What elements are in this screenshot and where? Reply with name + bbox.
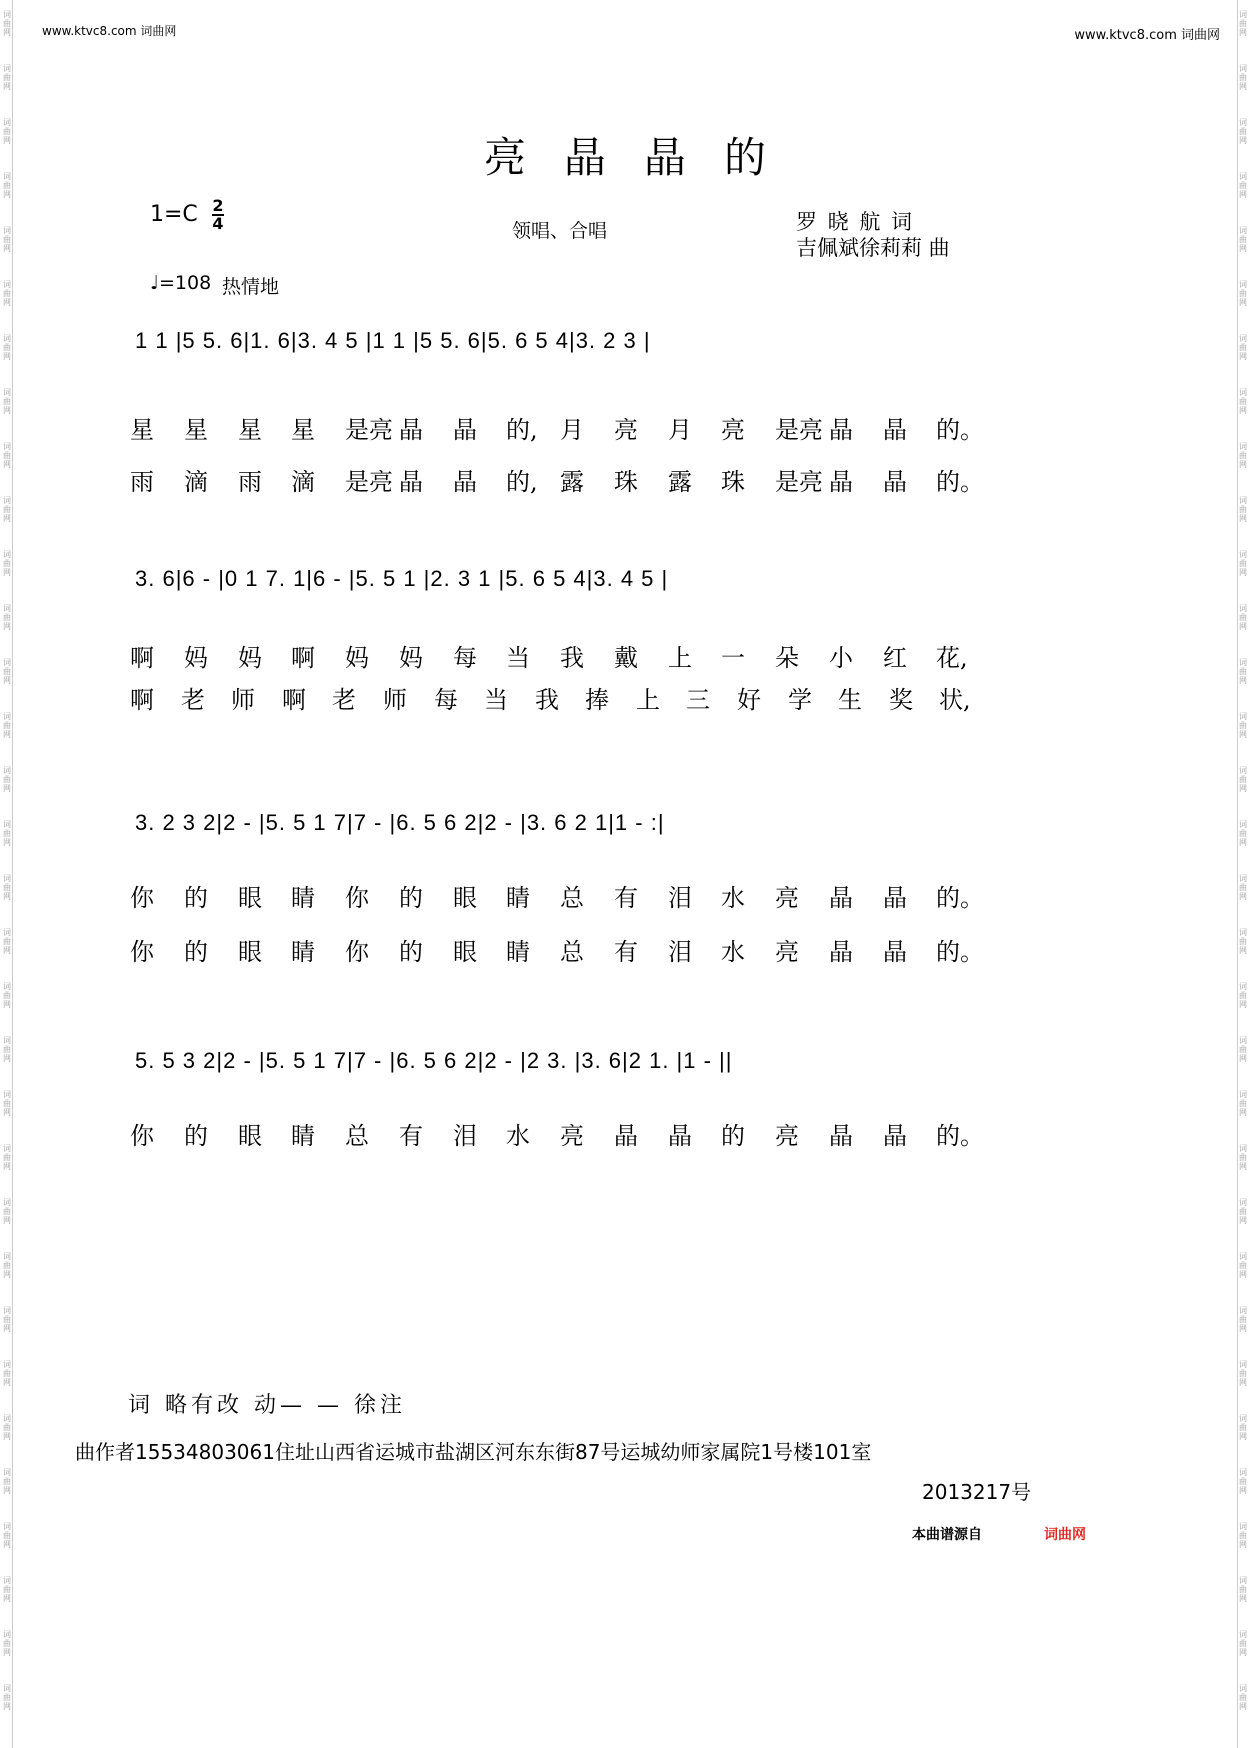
lyric-syllable: 晶: [883, 938, 907, 966]
lyric-syllable: 眼: [238, 884, 262, 912]
lyric-syllable: 晶: [614, 1122, 638, 1150]
lyric-syllable: 啊: [130, 644, 154, 672]
lyric-syllable: 露: [560, 468, 584, 496]
lyric-syllable: 亮: [775, 884, 799, 912]
lyric-syllable: 的。: [936, 938, 984, 966]
lyric-syllable: 晶: [399, 468, 423, 496]
lyric-syllable: 生: [838, 686, 862, 714]
side-watermark-text: 词 曲 网: [3, 1252, 11, 1279]
side-watermark-text: 词 曲 网: [1239, 766, 1247, 793]
lyric-syllable: 有: [399, 1122, 423, 1150]
lyric-syllable: 你: [345, 938, 369, 966]
lyric-syllable: 花,: [936, 644, 968, 672]
lyric-syllable: 有: [614, 938, 638, 966]
lyric-syllable: 晶: [829, 938, 853, 966]
lyric-syllable: 妈: [238, 644, 262, 672]
lyric-syllable: 妈: [399, 644, 423, 672]
lyrics-line-3-verse-2: [130, 932, 1030, 966]
side-watermark-text: 词 曲 网: [1239, 1684, 1247, 1711]
side-watermark-text: 词 曲 网: [1239, 1468, 1247, 1495]
lyric-syllable: 泪: [453, 1122, 477, 1150]
side-watermark-text: 词 曲 网: [1239, 1198, 1247, 1225]
lyric-syllable: 雨: [130, 468, 154, 496]
lyric-syllable: 朵: [775, 644, 799, 672]
side-watermark-text: 词 曲 网: [3, 1630, 11, 1657]
lyric-syllable: 眼: [238, 938, 262, 966]
lyric-syllable: 晶: [829, 468, 853, 496]
side-watermark-text: 词 曲 网: [3, 712, 11, 739]
lyric-syllable: 星: [184, 416, 208, 444]
lyric-syllable: 睛: [506, 884, 530, 912]
side-watermark-text: 词 曲 网: [3, 1198, 11, 1225]
side-watermark-text: 词 曲 网: [1239, 982, 1247, 1009]
lyric-syllable: 晶: [883, 884, 907, 912]
lyric-syllable: 有: [614, 884, 638, 912]
side-watermark-text: 词 曲 网: [3, 64, 11, 91]
lyric-syllable: 你: [130, 938, 154, 966]
side-watermark-text: 词 曲 网: [1239, 64, 1247, 91]
lyric-syllable: 是亮: [345, 468, 393, 496]
lyric-syllable: 学: [788, 686, 812, 714]
notation-line-2: 3. 6|6 - |0 1 7. 1|6 - |5. 5 1 |2. 3 1 |5. 6 5 4|3. 4 5 |: [135, 566, 669, 591]
side-watermark-text: 词 曲 网: [3, 1468, 11, 1495]
lyric-syllable: 的。: [936, 416, 984, 444]
source-site[interactable]: 词曲网: [1044, 1527, 1086, 1543]
lyric-syllable: 的,: [506, 468, 538, 496]
lyric-syllable: 每: [453, 644, 477, 672]
side-watermark-text: 词 曲 网: [3, 172, 11, 199]
lyric-syllable: 月: [560, 416, 584, 444]
lyric-syllable: 的,: [506, 416, 538, 444]
lyric-syllable: 星: [291, 416, 315, 444]
side-watermark-text: 词 曲 网: [1239, 1630, 1247, 1657]
lyric-syllable: 露: [668, 468, 692, 496]
lyric-syllable: 星: [130, 416, 154, 444]
side-watermark-text: 词 曲 网: [1239, 1360, 1247, 1387]
lyric-syllable: 晶: [829, 884, 853, 912]
side-watermark-text: 词 曲 网: [1239, 550, 1247, 577]
song-title: 亮晶晶的: [483, 133, 804, 182]
lyric-syllable: 啊: [282, 686, 306, 714]
side-watermark-text: 词 曲 网: [3, 1576, 11, 1603]
lyric-syllable: 的: [184, 938, 208, 966]
side-watermark-text: 词 曲 网: [1239, 1306, 1247, 1333]
side-watermark-text: 词 曲 网: [3, 280, 11, 307]
lyric-syllable: 你: [345, 884, 369, 912]
composer-contact: 曲作者15534803061住址山西省运城市盐湖区河东东街87号运城幼师家属院1号楼101室: [75, 1440, 872, 1464]
side-watermark-text: 词 曲 网: [1239, 712, 1247, 739]
notation-line-3: 3. 2 3 2|2 - |5. 5 1 7|7 - |6. 5 6 2|2 - |3. 6 2 1|1 - :|: [135, 810, 665, 835]
side-watermark-text: 词 曲 网: [3, 496, 11, 523]
lyric-syllable: 是亮: [775, 416, 823, 444]
registration-number: 2013217号: [922, 1480, 1032, 1504]
side-watermark-text: 词 曲 网: [3, 658, 11, 685]
side-watermark-text: 词 曲 网: [1239, 10, 1247, 37]
lyric-syllable: 我: [560, 644, 584, 672]
performance-style: 领唱、合唱: [512, 220, 608, 242]
side-watermark-text: 词 曲 网: [1239, 1090, 1247, 1117]
lyric-syllable: 睛: [291, 1122, 315, 1150]
side-watermark-text: 词 曲 网: [3, 1360, 11, 1387]
side-watermark-text: 词 曲 网: [1239, 118, 1247, 145]
lyric-syllable: 当: [506, 644, 530, 672]
side-watermark-text: 词 曲 网: [3, 388, 11, 415]
side-watermark-text: 词 曲 网: [1239, 334, 1247, 361]
side-watermark-text: 词 曲 网: [1239, 820, 1247, 847]
lyrics-line-3-verse-1: [130, 878, 1030, 912]
lyric-syllable: 师: [383, 686, 407, 714]
side-watermark-text: 词 曲 网: [1239, 1036, 1247, 1063]
side-watermark-text: 词 曲 网: [3, 1306, 11, 1333]
lyric-syllable: 晶: [829, 1122, 853, 1150]
time-sig-bottom: 4: [212, 214, 224, 233]
side-watermark-text: 词 曲 网: [3, 1144, 11, 1171]
lyric-syllable: 晶: [399, 416, 423, 444]
lyric-syllable: 的: [399, 884, 423, 912]
lyric-syllable: 月: [668, 416, 692, 444]
lyric-syllable: 三: [686, 686, 710, 714]
lyric-syllable: 是亮: [775, 468, 823, 496]
key-signature: 1=C: [150, 202, 198, 227]
side-watermark-text: 词 曲 网: [3, 550, 11, 577]
lyric-syllable: 星: [238, 416, 262, 444]
lyric-syllable: 红: [883, 644, 907, 672]
lyric-syllable: 一: [721, 644, 745, 672]
lyric-syllable: 的: [184, 1122, 208, 1150]
side-watermark-text: 词 曲 网: [1239, 496, 1247, 523]
lyric-syllable: 你: [130, 1122, 154, 1150]
side-watermark-text: 词 曲 网: [3, 820, 11, 847]
lyric-syllable: 的: [399, 938, 423, 966]
lyric-syllable: 好: [737, 686, 761, 714]
side-watermark-text: 词 曲 网: [1239, 658, 1247, 685]
lyrics-line-1-verse-2: [130, 462, 1030, 496]
side-watermark-text: 词 曲 网: [1239, 388, 1247, 415]
lyric-syllable: 亮: [775, 938, 799, 966]
source-label: 本曲谱源自: [912, 1527, 982, 1543]
notation-line-1: 1 1 |5 5. 6|1. 6|3. 4 5 |1 1 |5 5. 6|5. 6 5 4|3. 2 3 |: [135, 328, 651, 353]
lyric-syllable: 滴: [184, 468, 208, 496]
lyric-syllable: 亮: [775, 1122, 799, 1150]
side-watermark-text: 词 曲 网: [3, 10, 11, 37]
lyric-syllable: 眼: [238, 1122, 262, 1150]
lyric-syllable: 总: [560, 938, 584, 966]
lyric-syllable: 晶: [883, 416, 907, 444]
lyric-syllable: 师: [231, 686, 255, 714]
lyric-syllable: 晶: [829, 416, 853, 444]
lyric-syllable: 眼: [453, 938, 477, 966]
watermark-left: www.ktvc8.com 词曲网: [42, 24, 177, 38]
lyric-syllable: 亮: [721, 416, 745, 444]
lyric-syllable: 戴: [614, 644, 638, 672]
lyric-syllable: 亮: [560, 1122, 584, 1150]
lyric-syllable: 当: [484, 686, 508, 714]
side-watermark-text: 词 曲 网: [1239, 1576, 1247, 1603]
side-watermark-text: 词 曲 网: [3, 766, 11, 793]
lyric-syllable: 水: [721, 884, 745, 912]
quarter-note-icon: ♩: [150, 272, 159, 294]
side-watermark-text: 词 曲 网: [3, 874, 11, 901]
lyric-syllable: 啊: [291, 644, 315, 672]
tempo-marking: [150, 272, 211, 294]
side-watermark-text: 词 曲 网: [1239, 928, 1247, 955]
side-watermark-text: 词 曲 网: [1239, 1522, 1247, 1549]
lyric-syllable: 老: [332, 686, 356, 714]
lyric-syllable: 雨: [238, 468, 262, 496]
lyric-syllable: 晶: [453, 468, 477, 496]
side-watermark-text: 词 曲 网: [1239, 172, 1247, 199]
lyric-syllable: 晶: [668, 1122, 692, 1150]
side-watermark-text: 词 曲 网: [3, 928, 11, 955]
time-sig-top: 2: [212, 196, 224, 215]
lyric-syllable: 睛: [506, 938, 530, 966]
lyric-syllable: 晶: [883, 468, 907, 496]
lyric-syllable: 总: [560, 884, 584, 912]
lyric-syllable: 是亮: [345, 416, 393, 444]
side-watermark-text: 词 曲 网: [3, 1090, 11, 1117]
side-watermark-text: 词 曲 网: [1239, 874, 1247, 901]
side-watermark-text: 词 曲 网: [3, 334, 11, 361]
side-watermark-text: 词 曲 网: [1239, 226, 1247, 253]
lyrics-line-2-verse-1: [130, 638, 1030, 672]
lyric-syllable: 的。: [936, 884, 984, 912]
lyric-syllable: 滴: [291, 468, 315, 496]
tempo-value: =108: [158, 272, 212, 294]
lyric-syllable: 的: [721, 1122, 745, 1150]
side-watermark-text: 词 曲 网: [3, 604, 11, 631]
lyric-syllable: 小: [829, 644, 853, 672]
lyric-syllable: 妈: [345, 644, 369, 672]
side-watermark-text: 词 曲 网: [3, 1522, 11, 1549]
lyric-syllable: 水: [721, 938, 745, 966]
lyric-syllable: 晶: [883, 1122, 907, 1150]
lyric-syllable: 睛: [291, 938, 315, 966]
lyric-syllable: 我: [535, 686, 559, 714]
lyric-syllable: 上: [668, 644, 692, 672]
lyric-syllable: 的。: [936, 468, 984, 496]
lyric-syllable: 晶: [453, 416, 477, 444]
expression-marking: 热情地: [222, 276, 280, 298]
lyric-syllable: 老: [181, 686, 205, 714]
side-watermark-text: 词 曲 网: [3, 1036, 11, 1063]
lyricist-credit: 罗 晓 航 词: [796, 210, 915, 234]
side-watermark-text: 词 曲 网: [3, 226, 11, 253]
lyric-syllable: 水: [506, 1122, 530, 1150]
lyrics-line-4: [130, 1116, 1030, 1150]
side-watermark-text: 词 曲 网: [3, 982, 11, 1009]
side-watermark-text: 词 曲 网: [3, 118, 11, 145]
side-watermark-text: 词 曲 网: [3, 1414, 11, 1441]
side-watermark-text: 词 曲 网: [3, 442, 11, 469]
lyric-syllable: 泪: [668, 938, 692, 966]
lyric-syllable: 的。: [936, 1122, 984, 1150]
composer-credit: 吉佩斌徐莉莉 曲: [796, 236, 950, 260]
lyric-syllable: 眼: [453, 884, 477, 912]
side-watermark-text: 词 曲 网: [1239, 1252, 1247, 1279]
side-watermark-text: 词 曲 网: [1239, 1414, 1247, 1441]
side-watermark-text: 词 曲 网: [1239, 280, 1247, 307]
revision-note: 词 略有改 动— — 徐注: [128, 1393, 406, 1418]
lyric-syllable: 泪: [668, 884, 692, 912]
lyric-syllable: 上: [636, 686, 660, 714]
lyric-syllable: 状,: [939, 686, 971, 714]
lyric-syllable: 亮: [614, 416, 638, 444]
lyric-syllable: 奖: [889, 686, 913, 714]
side-watermark-text: 词 曲 网: [1239, 604, 1247, 631]
lyric-syllable: 的: [184, 884, 208, 912]
side-watermark-text: 词 曲 网: [1239, 1144, 1247, 1171]
lyric-syllable: 妈: [184, 644, 208, 672]
notation-line-4: 5. 5 3 2|2 - |5. 5 1 7|7 - |6. 5 6 2|2 - |2 3. |3. 6|2 1. |1 - ||: [135, 1048, 733, 1073]
lyric-syllable: 睛: [291, 884, 315, 912]
lyric-syllable: 啊: [130, 686, 154, 714]
time-signature: [212, 198, 224, 232]
lyric-syllable: 珠: [614, 468, 638, 496]
side-watermark-text: 词 曲 网: [1239, 442, 1247, 469]
lyrics-line-2-verse-2: [130, 680, 1030, 714]
lyric-syllable: 捧: [585, 686, 609, 714]
lyric-syllable: 总: [345, 1122, 369, 1150]
watermark-right: www.ktvc8.com 词曲网: [1074, 28, 1220, 43]
lyric-syllable: 你: [130, 884, 154, 912]
lyrics-line-1-verse-1: [130, 410, 1030, 444]
lyric-syllable: 每: [434, 686, 458, 714]
lyric-syllable: 珠: [721, 468, 745, 496]
side-watermark-text: 词 曲 网: [3, 1684, 11, 1711]
